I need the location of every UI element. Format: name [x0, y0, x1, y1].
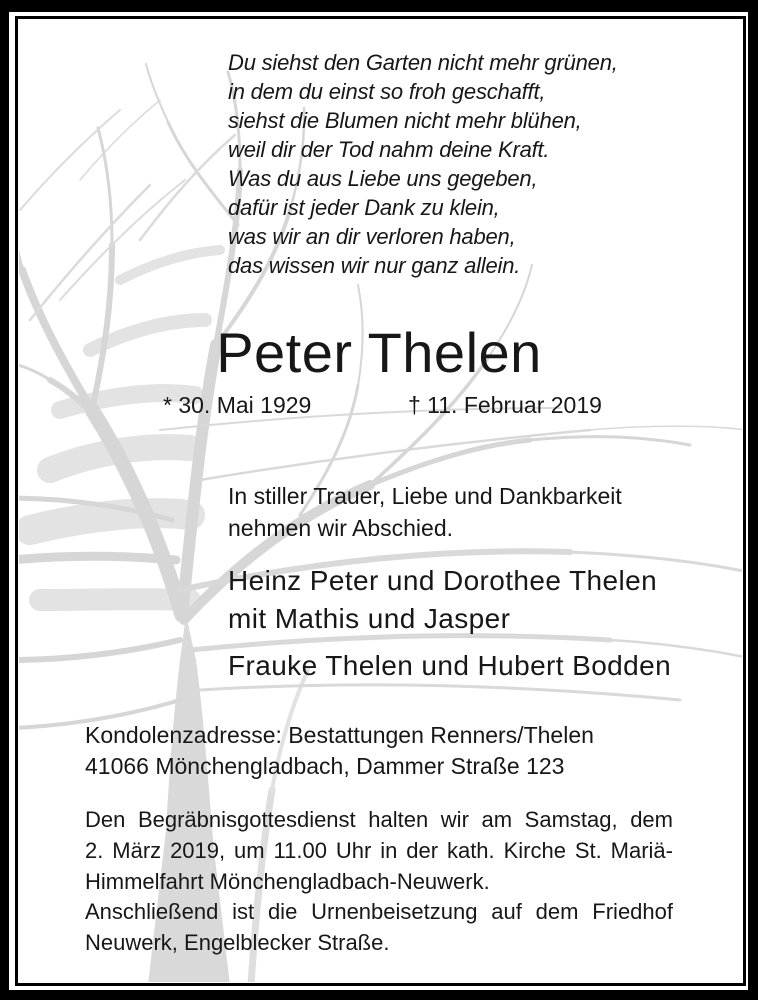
- farewell-statement: [228, 480, 622, 544]
- burial-line: Neuwerk, Engelblecker Straße.: [85, 930, 390, 955]
- service-line: 2. März 2019, um 11.00 Uhr in der kath. Kirche St. Mariä-: [85, 838, 673, 863]
- mourners-line: Heinz Peter und Dorothee Thelen: [228, 565, 658, 596]
- poem-line: Was du aus Liebe uns gegeben,: [228, 166, 538, 191]
- birth-date: * 30. Mai 1929: [163, 392, 312, 418]
- funeral-service-info: [85, 804, 673, 897]
- urn-burial-info: [85, 896, 673, 958]
- mourners-group-2: Frauke Thelen und Hubert Bodden: [228, 650, 672, 681]
- farewell-line: nehmen wir Abschied.: [228, 515, 454, 541]
- poem-line: Du siehst den Garten nicht mehr grünen,: [228, 50, 618, 75]
- burial-line: Anschließend ist die Urnenbeisetzung auf dem Friedhof: [85, 899, 673, 924]
- condolence-line: 41066 Mönchengladbach, Dammer Straße 123: [85, 753, 565, 779]
- condolence-line: Kondolenzadresse: Bestattungen Renners/Thelen: [85, 722, 594, 748]
- poem-line: siehst die Blumen nicht mehr blühen,: [228, 108, 582, 133]
- mourners-line: mit Mathis und Jasper: [228, 603, 511, 634]
- farewell-line: In stiller Trauer, Liebe und Dankbarkeit: [228, 483, 622, 509]
- service-line: Den Begräbnisgottesdienst halten wir am Samstag, dem: [85, 807, 673, 832]
- poem-line: in dem du einst so froh geschafft,: [228, 79, 546, 104]
- death-date: † 11. Februar 2019: [408, 392, 602, 418]
- poem-line: weil dir der Tod nahm deine Kraft.: [228, 137, 550, 162]
- poem-line: dafür ist jeder Dank zu klein,: [228, 195, 500, 220]
- deceased-name: Peter Thelen: [216, 321, 542, 384]
- memorial-poem: [228, 48, 618, 280]
- poem-line: was wir an dir verloren haben,: [228, 224, 516, 249]
- mourners-group-1: [228, 562, 657, 638]
- life-dates: [0, 390, 758, 422]
- poem-line: das wissen wir nur ganz allein.: [228, 253, 521, 278]
- condolence-address: [85, 720, 594, 782]
- service-line: Himmelfahrt Mönchengladbach-Neuwerk.: [85, 869, 490, 894]
